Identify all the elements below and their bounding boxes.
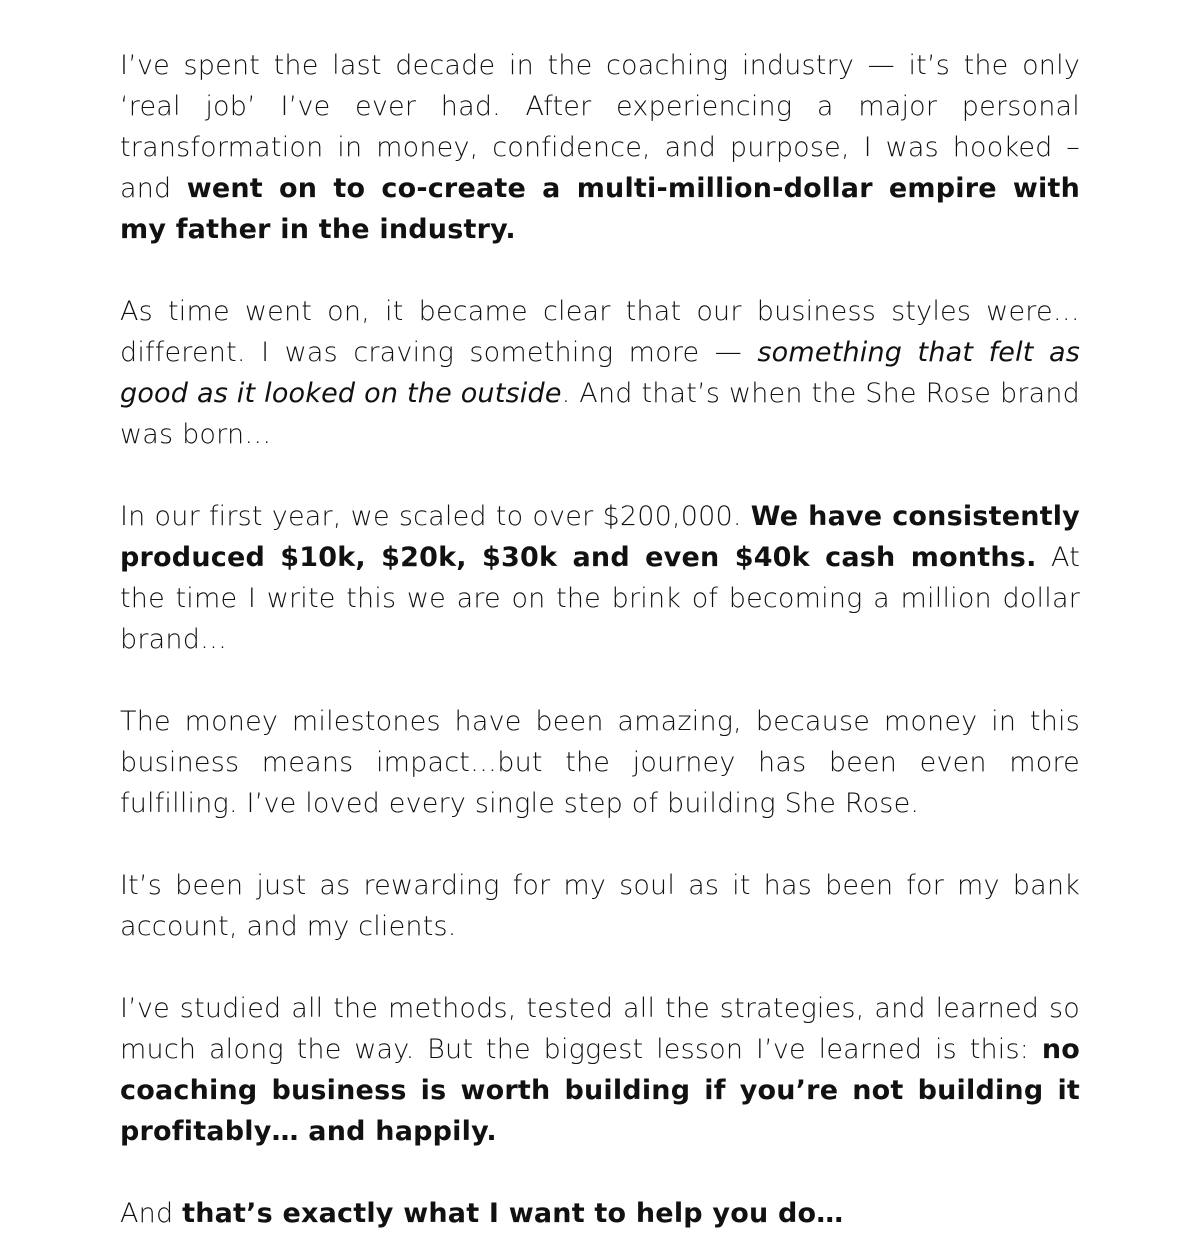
paragraph-lesson [120,988,1080,1152]
text-span: . And that’s when the She Rose brand was born… [120,378,1080,450]
text-span: At the time I write this we are on the brink of becoming a million dollar brand… [120,542,1081,655]
paragraph-milestones [120,701,1080,824]
bold-text-span: that’s exactly what I want to help you do… [182,1198,844,1229]
paragraph-brand-born [120,291,1080,455]
bold-text-span: no coaching business is worth building if you’re not building it profitably… and happily. [120,1034,1080,1147]
paragraph-rewarding [120,865,1080,947]
text-span: It’s been just as rewarding for my soul as it has been for my bank account, and my clients. [120,870,1080,942]
text-span: I’ve studied all the methods, tested all the strategies, and learned so much along the way. But the biggest lesson I’ve learned is this: [120,993,1080,1065]
text-span: As time went on, it became clear that our business styles were… different. I was craving something more — [120,296,1080,368]
text-span: And [120,1198,183,1229]
italic-text-span: something that felt as good as it looked on the outside [120,337,1080,409]
text-span: I’ve spent the last decade in the coaching industry — it’s the only ‘real job’ I’ve ever had. After experiencing a major personal transformation in money, confidence, and purpose, I was hooked – and [120,50,1080,204]
bold-text-span: We have consistently produced $10k, $20k, $30k and even $40k cash months. [120,501,1080,573]
text-span: The money milestones have been amazing, because money in this business means impact…but the journey has been even more fulfilling. I’ve loved every single step of building She Rose. [120,706,1080,819]
paragraph-first-year [120,496,1080,660]
document-body [120,45,1080,1234]
paragraph-intro [120,45,1080,250]
bold-text-span: went on to co-create a multi-million-dollar empire with my father in the industry. [120,173,1080,245]
text-span: In our first year, we scaled to over $200,000. [120,501,751,532]
paragraph-closing [120,1193,1080,1234]
